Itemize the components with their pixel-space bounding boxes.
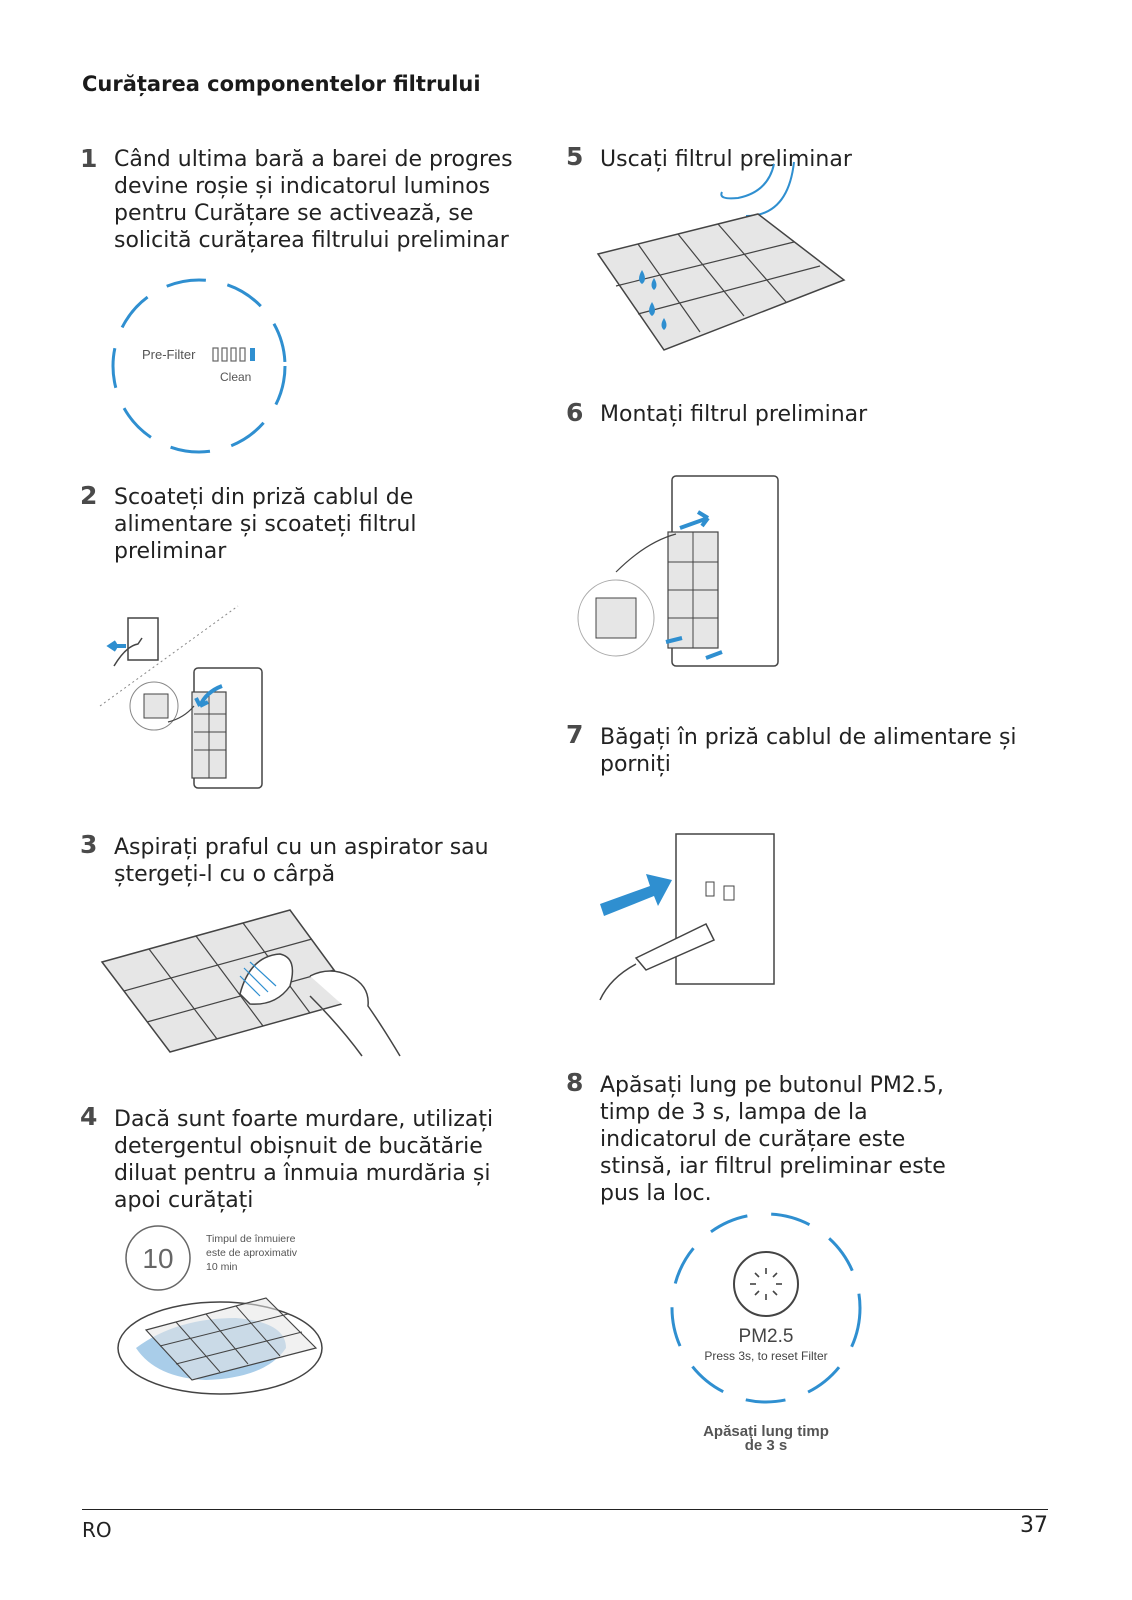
step-8-text: Apăsați lung pe butonul PM2.5, timp de 3 s, lampa de la indicatorul de curățare este stinsă, iar filtrul preliminar este pus la loc. [600, 1073, 946, 1206]
step-3-text: Aspirați praful cu un aspirator sau ștergeți-l cu o cârpă [114, 835, 489, 887]
prefilter-bars-icon [213, 348, 255, 361]
pm-button-label: PM2.5 [738, 1326, 794, 1347]
soak-filter-figure [116, 1218, 346, 1418]
pm-button-icon[interactable] [734, 1252, 798, 1316]
wind-icon [721, 162, 794, 216]
purifier-icon [668, 476, 778, 666]
step-3-number: 3 [80, 830, 98, 859]
step-2-number: 2 [80, 481, 98, 510]
step-6-text: Montați filtrul preliminar [600, 402, 868, 427]
step-7-text: Băgați în priză cablul de alimentare și porniți [600, 725, 1017, 777]
step-1-number: 1 [80, 144, 98, 173]
page-number: 37 [1020, 1513, 1048, 1538]
step-1-text: Când ultima bară a barei de progres devine roșie și indicatorul luminos pentru Curățare se activează, se solicită curățarea filtrului preliminar [114, 147, 513, 253]
clock-icon [126, 1226, 190, 1290]
arrow-icon [600, 874, 672, 916]
step-7-number: 7 [566, 720, 584, 749]
plug-in-figure [600, 830, 790, 1010]
soak-time-line-1: Timpul de înmuiere [206, 1233, 296, 1245]
wall-socket-icon [676, 834, 774, 984]
dry-filter-figure [598, 162, 858, 358]
zoom-filter-icon [130, 682, 178, 730]
pm-button-sub: Press 3s, to reset Filter [704, 1349, 828, 1363]
prefilter-display-figure [104, 276, 294, 466]
step-5-number: 5 [566, 142, 584, 171]
step-8-number: 8 [566, 1068, 584, 1097]
zoom-filter-icon [578, 580, 654, 656]
clean-filter-figure [100, 906, 420, 1086]
svg-text:10: 10 [142, 1243, 174, 1274]
pm-button-figure [664, 1210, 874, 1470]
wall-socket-icon [110, 618, 158, 666]
bowl-icon [118, 1298, 322, 1394]
step-5-text: Uscați filtrul preliminar [600, 147, 852, 172]
soak-time-line-3: 10 min [206, 1261, 238, 1273]
purifier-icon [192, 668, 262, 788]
unplug-remove-figure [96, 606, 276, 796]
footer-language: RO [82, 1518, 112, 1542]
hand-icon [310, 971, 400, 1056]
install-filter-figure [576, 472, 786, 672]
pm-caption-line-1: Apăsați lung timp [703, 1423, 829, 1440]
pm-caption-line-2: de 3 s [744, 1437, 788, 1454]
footer-rule [82, 1509, 1048, 1510]
step-4-number: 4 [80, 1102, 98, 1131]
prefilter-clean-label: Clean [220, 370, 252, 384]
hand-icon [616, 534, 676, 572]
page-title: Curățarea componentelor filtrului [82, 72, 481, 96]
prefilter-label: Pre-Filter [142, 347, 196, 362]
step-6-number: 6 [566, 398, 584, 427]
soak-time-line-2: este de aproximativ [206, 1247, 298, 1259]
step-4-text: Dacă sunt foarte murdare, utilizați detergentul obișnuit de bucătărie diluat pentru a înmuia murdăria și apoi curățați [114, 1107, 494, 1213]
filter-panel-icon [598, 214, 844, 350]
step-2-text: Scoateți din priză cablul de alimentare și scoateți filtrul preliminar [114, 485, 417, 564]
